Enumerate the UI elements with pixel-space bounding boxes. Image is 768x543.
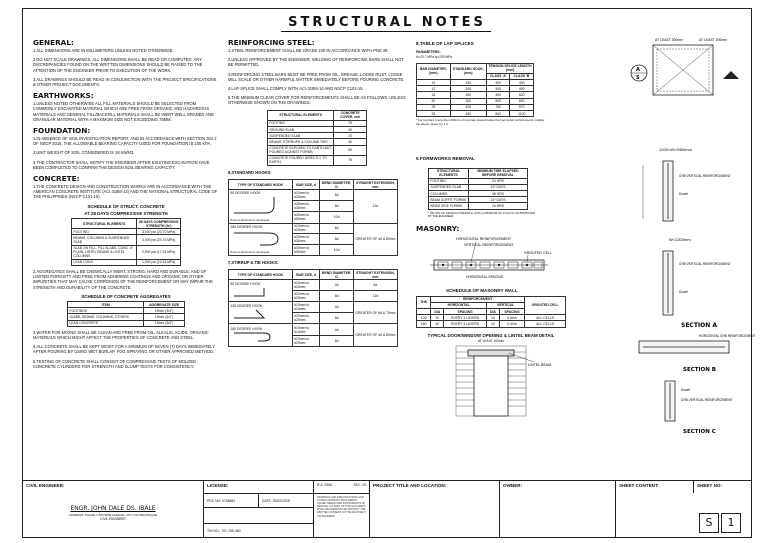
concrete-note: 2.AGGREGATES SHALL BE CHEMICALLY INERT, STRONG, HARD AND DURABLE, AND OF LIMITED POROSITY AND FREE FROM ADHERING COATINGS AND ORGANIC OR OTHER IMPURITIES THAT MAY CAUSE CORROSION OF THE REINFORCEMENT OR MAY IMPAIR THE STRENGTH AND DURABILITY OF THE CONCRETE. (33, 269, 213, 290)
section-b-title: SECTION B (683, 367, 716, 373)
reinforcing-note: 3.REINFORCING STEEL BARS MUST BE FREE FROM OIL, GREASE, LOOSE RUST, LOOSE MILL SCALE OR OTHER HARMFUL MATTER IMMEDIATELY BEFORE POURING CONCRETE. (228, 71, 405, 82)
table-header: BAR SIZE, d (292, 180, 320, 190)
table-cell: 1100 (510, 110, 534, 116)
table-header: CLASS 'B' (510, 73, 534, 79)
stirrup-135-diagram (230, 308, 286, 320)
reinforcing-note: 2.UNLESS APPROVED BY THE ENGINEER, WELDING OF REINFORCING BARS SHALL NOT BE PERMITTED. (228, 57, 404, 68)
table-cell: 4d (320, 324, 353, 335)
table-cell: 6d (353, 280, 397, 291)
table-row (68, 320, 185, 326)
table-header-row (72, 219, 181, 229)
table-cell: #20mm to #25mm (292, 291, 320, 302)
table-cell: 24 HRS (468, 203, 527, 209)
aggregate-table-title: SCHEDULE OF CONCRETE AGGREGATES (81, 293, 171, 299)
table-cell: 40 (334, 127, 367, 133)
cover-table (267, 110, 367, 166)
table-cell: 400 (486, 92, 510, 98)
hook-point-label: Point at which bar is developed (230, 249, 270, 254)
table-cell: 75 (334, 155, 367, 165)
table-cell: 20 (334, 133, 367, 139)
reinforcing-note: 4.LAP SPLICE SHALL COMPLY WITH ACI-318M-14 AND NSCP C101-15. (228, 86, 364, 92)
column-details (603, 35, 756, 435)
reinforcing-heading: REINFORCING STEEL: (228, 38, 315, 47)
table-cell: ALL CELLS (525, 321, 566, 327)
lintel-detail-label: HORIZONTAL CHB REINFORCEMENT (699, 334, 756, 338)
table-cell: GREATER OF 4d & 65mm (353, 223, 397, 255)
column-general (33, 35, 219, 373)
table-header: MINIMUM TIME ELAPSED BEFORE REMOVAL (468, 168, 527, 178)
table-header: GROUTED CELL (525, 296, 566, 315)
table-cell: 650 (510, 98, 534, 104)
civil-engineer-label: CIVIL ENGINEER: (26, 483, 65, 488)
table-header: TYPE OF STANDARD HOOK (229, 269, 293, 279)
engineer-role: CIVIL ENGINEER (100, 517, 126, 521)
table-cell: 200 (450, 86, 486, 92)
section-tag-s: S (636, 75, 640, 81)
table-cell: 21* DAYS (468, 197, 527, 203)
table-cell: 150 (417, 321, 431, 327)
lap-splices-heading: 8.TABLE OF LAP SPLICES (416, 41, 474, 46)
engineer-address: ADDRESS: PHASE 1 BAYSIDE AVENUE, CITY OF PARAÑAQUE (68, 513, 158, 517)
drawing-sheet (22, 8, 756, 538)
masonry-heading: MASONRY: (416, 224, 460, 234)
table-cell: 28 (417, 110, 451, 116)
title-block (23, 480, 751, 537)
lap-footnote: * For top bars (more than 300mm of concrete placed below the horizontal reinforcement) multiply the above values by 1.3 (416, 118, 545, 126)
strength-table-title: SCHEDULE OF STRUCT. CONCRETE (87, 203, 165, 209)
hooks-table (228, 179, 398, 256)
license-date: DATE: 09/02/2028 (258, 493, 313, 507)
concrete-note: 5.TESTING OF CONCRETE SHALL CONSIST OF COMPRESSIVE TESTS OF MOLDED CONCRETE CYLINDERS FOR STRENGTH AND SLUMP TESTS FOR CONSISTENCY. (33, 358, 197, 369)
masonry-spacing-label: HORIZONTAL SPACING (466, 275, 504, 280)
sheet-content-label: SHEET CONTENT: (615, 481, 693, 537)
table-cell: 4d (320, 302, 353, 313)
table-header: STRUCTURAL ELEMENTS (72, 219, 137, 229)
license-blank (203, 507, 313, 523)
table-cell: BEAMS, COLUMNS & SUSPENDED SLAB (72, 235, 137, 245)
formworks-footnote: * OR 70% OF DESIGN STRENGTH, WITH A MINIMUM OF 14 DAYS OR APPROVED BY THE ENGINEER (428, 210, 536, 219)
table-header: HORIZONTAL (431, 302, 487, 308)
table-cell: 6d (320, 313, 353, 324)
dowel-label: Dowel (679, 192, 688, 196)
table-cell: 750 (486, 104, 510, 110)
general-note: 2.DO NOT SCALE DRAWINGS. ALL DIMENSIONS SHALL BE READ OR COMPUTED. ANY DISCREPANCIES FOUND ON THE WRITTEN DIMENSIONS SHOULD BE RAISED TO THE ATTENTION OF THE ENGINEER PRIOR TO EXECUTION OF THE WORK. (33, 57, 203, 73)
sheet-number-box (693, 493, 751, 537)
table-cell: 840 (486, 110, 510, 116)
table-cell: 3,000 psi (20.70 MPa) (137, 229, 181, 235)
hook-type-label: 90 DEGREE HOOK (230, 282, 261, 287)
table-header: STANDARD HOOK, (mm) (450, 63, 486, 79)
table-cell: #20mm to #25mm (292, 313, 320, 324)
table-cell: 300 (450, 98, 486, 104)
table-header: THK (417, 296, 431, 308)
aggregate-table (67, 301, 185, 327)
concrete-note: 1.THE CONCRETE DESIGN AND CONSTRUCTION WORKS ARE IN ACCORDANCE WITH THE AMERICAN CONCRETE INSTITUTE (ACI 318M-14) AND THE NATIONAL STRUCTURAL CODE OF THE PHILIPPINES (NSCP C101-15). (33, 184, 218, 200)
section-c-title: SECTION C (683, 429, 716, 435)
section-number: SEC. 20 (353, 483, 366, 487)
detail-label: AT LEAST 200mm (699, 38, 727, 42)
lintel-beam-label: LINTEL BEAM (528, 362, 552, 367)
table-header: ITEM (68, 302, 144, 308)
table-cell: BEAM SIDE FORMS (429, 203, 469, 209)
general-note: 1.ALL DIMENSIONS ARE IN MILLIMETERS UNLESS NOTED OTHERWISE. (33, 48, 174, 53)
table-row (229, 223, 398, 234)
table-cell: 0.40m (499, 321, 524, 327)
table-cell: GROUND SLAB (268, 127, 334, 133)
table-cell: 19mm (3/4") (144, 320, 185, 326)
table-cell: 2,500 psi (17.24 MPa) (137, 245, 181, 259)
project-title-label: PROJECT TITLE AND LOCATION: (369, 481, 499, 537)
table-cell: 250 (450, 92, 486, 98)
table-cell: 50 (334, 145, 367, 155)
table-cell: 10 (417, 79, 451, 85)
tin-number: TIN NO.: 757-765-360 (203, 523, 313, 537)
table-cell: LEAN CONCRETE (68, 320, 144, 326)
lintel-beam-shape (468, 350, 514, 356)
dim-b-label: W<1200mm (669, 237, 691, 242)
table-cell: #10mm to #16mm (292, 280, 320, 291)
table-cell: 1,500 psi (10.34 MPa) (137, 259, 181, 265)
table-cell: 0.60m (499, 315, 524, 321)
table-header-row (429, 168, 528, 178)
table-header: STRUCTURAL ELEMENTS (429, 168, 469, 178)
masonry-schedule-title: SCHEDULE OF MASONRY WALL (446, 288, 518, 294)
table-header: SPACING (444, 309, 487, 315)
table-header: DIA (487, 309, 500, 315)
table-cell: LEAN CONC. (72, 259, 137, 265)
table-cell: 12 (417, 86, 451, 92)
table-cell: 75 (334, 120, 367, 126)
hook-diagram-cell (229, 190, 293, 223)
column-reinforcing (228, 35, 406, 349)
table-cell: #28mm to #36mm (292, 201, 320, 212)
section-tag-a: A (636, 67, 640, 73)
formworks-table (428, 168, 528, 210)
table-cell: #10mm to #25mm (292, 190, 320, 201)
table-cell: BEAM SOFFIT FORMS (429, 197, 469, 203)
table-cell: SUSPENDED SLAB (429, 184, 469, 190)
table-cell: 10d (320, 212, 353, 223)
stirrup-diagram-cell (229, 324, 293, 346)
table-cell: #10mm to #16mm (292, 324, 320, 335)
hook-90-diagram (230, 195, 286, 217)
hook-diagram-cell (229, 223, 293, 255)
table-header: CONCRETE COVER, mm (334, 110, 367, 120)
owner-label: OWNER: (499, 481, 615, 537)
table-cell: 10 (487, 321, 500, 327)
table-cell: 500 (486, 98, 510, 104)
table-header: VERTICAL (487, 302, 525, 308)
table-cell: FOOTING (72, 229, 137, 235)
table-cell: CONCRETE EXPOSED TO EARTH BUT POURED AGAINST FORMS (268, 145, 334, 155)
reinf-label: CHB VERTICAL REINFORCEMENT (679, 262, 731, 266)
column-splices-masonry (416, 35, 596, 418)
door-opening-diagram (416, 344, 566, 418)
reinf-label: CHB VERTICAL REINFORCEMENT (679, 174, 731, 178)
hook-type-label: 90 DEGREE HOOK (230, 190, 261, 195)
strength-table (71, 218, 181, 266)
foundation-note: 2.UNIT WEIGHT OF SOIL CONSIDERED IS 18 KN/M3. (33, 150, 135, 156)
table-cell: COLUMNS (429, 191, 469, 197)
table-header-row (417, 63, 534, 73)
table-cell: EVERY 3 LAYERS (444, 315, 487, 321)
table-cell: 19mm (3/4") (144, 308, 185, 314)
table-cell: 300 (486, 79, 510, 85)
table-cell: 4d (320, 280, 353, 291)
table-cell: 10 (431, 315, 444, 321)
hook-type-label: 180 DEGREE HOOK (230, 224, 263, 229)
table-header: REINFORCEMENT (431, 296, 525, 302)
table-cell: 6d (320, 223, 353, 234)
table-header: AGGREGATE SIZE (144, 302, 185, 308)
table-header: STRAIGHT EXTENSION, mm (353, 269, 397, 279)
dim-a-label: 1200<W<3400mm (659, 147, 692, 152)
table-header: SPACING (499, 309, 524, 315)
masonry-vertical-label: VERTICAL REINFORCEMENT (464, 243, 514, 248)
table-header: STRUCTURAL ELEMENTS (268, 110, 334, 120)
stirrup-diagram-cell (229, 280, 293, 302)
leader-line (527, 255, 528, 262)
table-cell: #40mm to #55mm (292, 212, 320, 223)
table-cell: #10mm to #16mm (292, 302, 320, 313)
general-heading: GENERAL: (33, 38, 74, 47)
door-detail-subtitle: AT LEAST 200mm (478, 338, 505, 343)
hook-type-label: 135 DEGREE HOOK (230, 304, 263, 309)
foundation-note: 3.THE CONTRACTOR SHALL NOTIFY THE ENGINEER AFTER EXISTING EXCAVATION HAVE BEEN COMPLETED TO CONFIRM THE DESIGN SOIL BEARING CAPACITY. (33, 159, 210, 170)
table-header: DIA (431, 309, 444, 315)
table-cell: 6d (320, 335, 353, 346)
hook-point-label: Point at which bar is developed (230, 217, 270, 222)
page-title: STRUCTURAL NOTES (288, 15, 486, 30)
table-cell: 6d (320, 291, 353, 302)
table-cell: 100 (417, 315, 431, 321)
table-cell: 25 (417, 104, 451, 110)
table-cell: 12d (353, 190, 397, 223)
table-cell: #20mm to #25mm (292, 335, 320, 346)
section-a-title: SECTION A (681, 322, 718, 329)
formworks-heading: 9.FORMWORKS REMOVAL (416, 156, 475, 162)
table-row (229, 324, 398, 335)
masonry-schedule-table (416, 296, 566, 328)
table-row (72, 245, 181, 259)
license-label: LICENSE: (203, 481, 313, 493)
table-cell: 16 (417, 92, 451, 98)
table-cell: FOOTINGS (68, 308, 144, 314)
table-cell: 400 (450, 104, 486, 110)
table-row (268, 145, 367, 155)
table-cell: #28mm to #36mm (292, 234, 320, 245)
foundation-note: 1.IN ABSENCE OF SOIL INVESTIGATION REPORT, AND IN ACCORDANCE WITH SECTION 304.2 OF NSCP 2015, THE ALLOWABLE BEARING CAPACITY USED FOR FOUNDATION IS 100 KPA. (33, 136, 217, 147)
ra-number: R.A. 9266 (313, 481, 367, 493)
earthworks-heading: EARTHWORKS: (33, 91, 94, 101)
lap-splices-table (416, 63, 534, 118)
table-cell: 40 (334, 139, 367, 145)
earthworks-note: 1.UNLESS NOTED OTHERWISE ALL FILL MATERIALS SHOULD BE SELECTED FROM COMMONLY EXCAVATED MATERIAL WHICH ARE FREE FROM ORGANIC AND HAZARDOUS MATERIALS AND GENERAL FILL/BACKFILL MATERIALS SHALL BE INERT WELL GRADED AND GRANULAR MATERIAL WITH A MAXIMUM SIZE NOT EXCEEDING 75MM. (33, 101, 214, 122)
table-header: CLASS 'A' (486, 73, 510, 79)
table-cell: 8d (320, 234, 353, 245)
stirrups-heading: 7.STIRRUP & TIE HOOKS: (228, 259, 279, 265)
table-header: STRAIGHT EXTENSION, mm (353, 180, 397, 190)
details-diagram (603, 35, 756, 435)
table-cell: FOOTING (429, 178, 469, 184)
stirrup-90-diagram (230, 286, 286, 298)
table-row (229, 190, 398, 201)
table-cell: #40mm to #55mm (292, 244, 320, 255)
table-cell: ALL CELLS (525, 315, 566, 321)
table-cell: SLABS, BEAMS, COLUMNS, OTHERS (68, 314, 144, 320)
table-row (229, 280, 398, 291)
door-opening (474, 356, 508, 416)
table-cell: 520 (510, 92, 534, 98)
stirrup-180-diagram (230, 331, 286, 343)
table-header-row (229, 269, 398, 279)
table-cell: GREATER OF 6d & 75mm (353, 302, 397, 324)
table-cell: 400 (510, 79, 534, 85)
table-cell: 300 (486, 86, 510, 92)
table-cell: #10mm to #25mm (292, 223, 320, 234)
reinforcing-note: 1.STEEL REINFORCEMENT SHALL BE GRADE 230 IN ACCORDANCE WITH PNS 49. (228, 48, 389, 53)
masonry-wall-diagram (416, 234, 566, 286)
lap-params-value: fc=20.7 MPa fy=230 MPa (416, 55, 452, 60)
table-header-row (229, 180, 398, 190)
table-cell: 10 (487, 315, 500, 321)
table-header: BAR SIZE, d (292, 269, 320, 279)
stirrups-table (228, 269, 398, 347)
table-row (72, 235, 181, 245)
concrete-heading: CONCRETE: (33, 174, 80, 184)
copyright-note: DRAWINGS AND SPECIFICATIONS AND OTHER CONTRACT DOCUMENTS ISSUED HEREIN ARE INSTRUMENTS OF SERVICE. NO PART OF THIS DOCUMENT SHALL BE REPRODUCED WITHOUT THE WRITTEN CONSENT OF THE ARCHITECT OR ENGINEER. (313, 493, 369, 537)
table-cell: 150 (450, 79, 486, 85)
table-header: TENSION SPLICE LENGTH (mm) (488, 64, 532, 73)
table-cell: 12d (353, 291, 397, 302)
sheet-no-label: SHEET NO: (693, 481, 751, 493)
prc-number: PRC NO: 0768881 (203, 493, 258, 507)
concrete-note: 4.ALL CONCRETE SHALL BE KEPT MOIST FOR A MINIMUM OF SEVEN (7) DAYS IMMEDIATELY AFTER POURING BY USING WET BURLAP, FOG SPRAYING OR OTHER APPROVED METHOD. (33, 344, 215, 355)
table-row (268, 155, 367, 165)
table-cell: EVERY 3 LAYERS (444, 321, 487, 327)
table-cell: SUSPENDED SLAB (268, 133, 334, 139)
dowel-label: Dowel (681, 388, 690, 392)
table-row (72, 259, 181, 265)
masonry-grouted-label: GROUTED CELL (524, 251, 552, 256)
table-cell: CONCRETE POURED DIRECTLY TO EARTH (268, 155, 334, 165)
table-header: TYPE OF STANDARD HOOK (229, 180, 293, 190)
table-cell: 24 HRS (468, 178, 527, 184)
engineer-name: ENGR. JOHN DALE DS. IBALE (70, 505, 156, 512)
table-row (417, 110, 534, 116)
hook-type-label: 180 DEGREE HOOK (230, 326, 263, 331)
table-cell: SLAB ON FILL, FILL SLABS, CONC. 4" PLAIN, LINTEL BEAMS & LINTEL COLUMNS (72, 245, 137, 259)
sheet-letter: S (699, 513, 719, 533)
table-cell: 6d (320, 190, 353, 201)
hook-180-diagram (230, 229, 286, 249)
table-cell: 21* DAYS (468, 184, 527, 190)
reinf-label: CHB VERTICAL REINFORCEMENT (681, 398, 733, 402)
table-row (417, 321, 566, 327)
door-detail-title: TYPICAL DOOR/WINDOW OPENING & LINTEL BEAM DETAIL (427, 332, 555, 338)
reinforcing-note: 5.THE MINIMUM CLEAR COVER FOR REINFORCEMENTS SHALL BE AS FOLLOWS, UNLESS OTHERWISE SHOWN ON THE DRAWINGS: (228, 95, 406, 106)
table-cell: 8d (320, 201, 353, 212)
table-cell: 970 (510, 104, 534, 110)
table-cell: 20 (417, 98, 451, 104)
table-row (429, 203, 528, 209)
foundation-heading: FOUNDATION: (33, 126, 91, 136)
table-header: 28 DAYS COMPRESSIVE STRENGTH (fc') (138, 219, 179, 228)
engineer-block (23, 493, 203, 537)
general-note: 3.ALL DRAWINGS SHOULD BE READ IN CONJUNCTION WITH THE PROJECT SPECIFICATIONS & OTHER PROJECT DOCUMENTS. (33, 76, 217, 88)
lap-params-label: PARAMETERS: (416, 50, 441, 55)
table-cell: 10d (320, 244, 353, 255)
table-header-row (268, 110, 367, 120)
hooks-heading: 6.STANDARD HOOKS: (228, 169, 272, 175)
concrete-note: 3.WATER FOR MIXING SHALL BE CLEAN AND FREE FROM OIL, ALKALIS, ACIDS, ORGANIC MATERIALS WHICH MIGHT AFFECT THE PROPERTIES OF CONCRETE AND STEEL. (33, 329, 209, 340)
dowel-label: Dowel (679, 290, 688, 294)
table-cell: FOOTING (268, 120, 334, 126)
stirrup-diagram-cell (229, 302, 293, 324)
table-header: BAR DIAMETER, (mm) (417, 63, 451, 79)
leader-line (508, 353, 534, 362)
table-row (229, 302, 398, 313)
detail-label: AT LEAST 200mm (655, 38, 683, 42)
north-arrow-icon (723, 71, 739, 79)
title-underline (281, 31, 491, 32)
table-cell: 48 HRS (468, 191, 527, 197)
strength-table-subtitle: AT 28 DAYS COMPRESSIVE STRENGTH (84, 210, 168, 216)
table-cell: GREATER OF 4d & 65mm (353, 324, 397, 346)
table-cell: 19mm (3/4") (144, 314, 185, 320)
masonry-horizontal-label: HORIZONTAL REINFORCEMENT (456, 237, 512, 242)
table-header: BEND DIAMETER, D (320, 269, 353, 279)
table-header: BEND DIAMETER, D (320, 180, 353, 190)
table-cell: 10 (431, 321, 444, 327)
sheet-number: 1 (721, 513, 741, 533)
table-cell: 400 (510, 86, 534, 92)
table-cell: BEAMS, STIRRUPS & COLUMN TIES (268, 139, 334, 145)
table-cell: 450 (450, 110, 486, 116)
table-cell: 3,000 psi (20.70 MPa) (137, 235, 181, 245)
